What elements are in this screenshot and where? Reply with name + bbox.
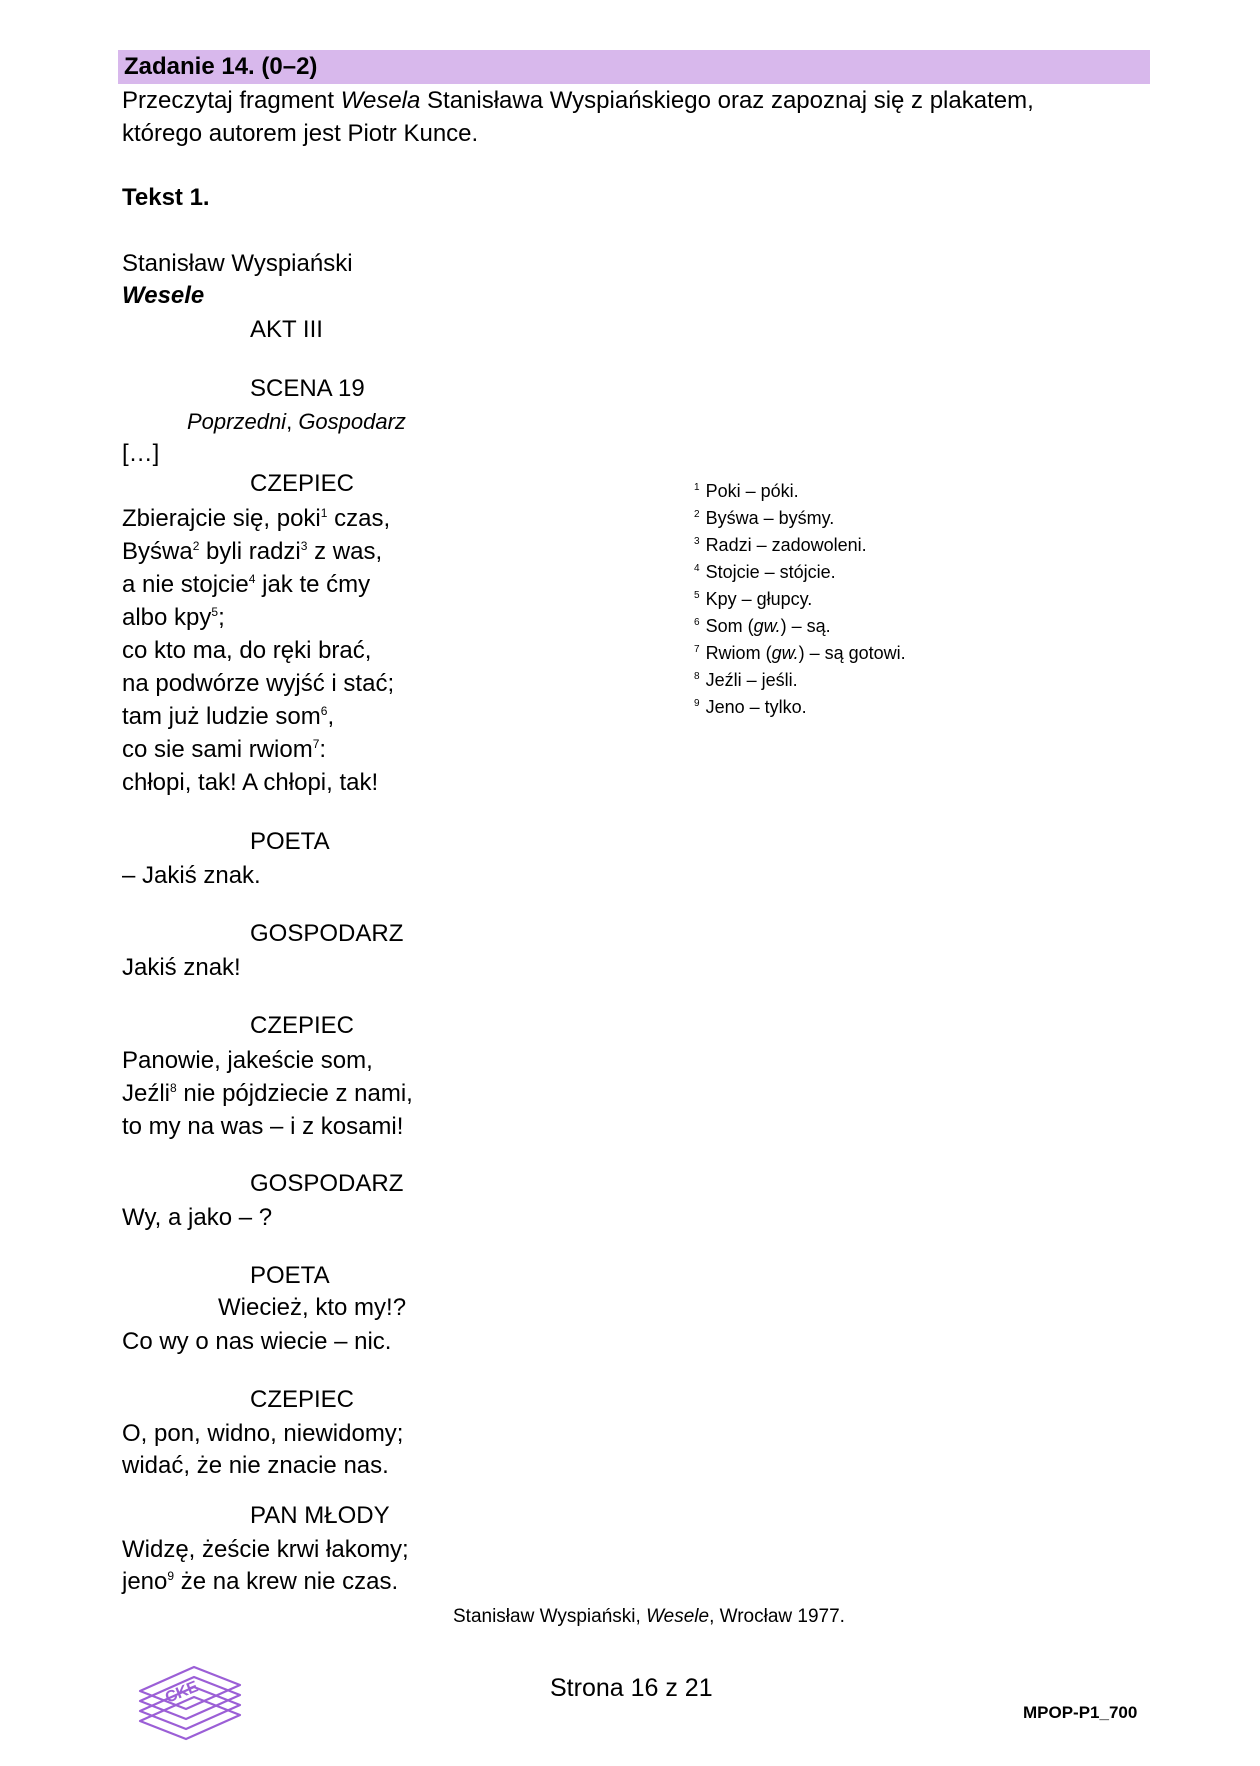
source-citation: Stanisław Wyspiański, Wesele, Wrocław 1977. [453,1606,845,1627]
verse-line: co kto ma, do ręki brać, [122,637,372,664]
speaker-gospodarz: GOSPODARZ [250,1170,404,1197]
speaker-czepiec: CZEPIEC [250,1386,355,1413]
verse-line: na podwórze wyjść i stać; [122,670,395,697]
verse-line: jeno$^9$ że na krew nie czas. [122,1568,399,1595]
logo-text: CKE [162,1678,201,1707]
verse-line: Jakiś znak! [122,954,241,981]
ellipsis: […] [122,440,160,467]
verse-line: Wiecież, kto my!? [218,1294,407,1321]
footnote: $^5$ Kpy – głupcy. [694,589,813,609]
text-label: Tekst 1. [122,184,210,211]
verse-line: chłopi, tak! A chłopi, tak! [122,769,379,796]
exam-code: MPOP-P1_700 [1023,1703,1138,1722]
speaker-pan-mlody: PAN MŁODY [250,1502,390,1529]
verse-line: – Jakiś znak. [122,862,261,889]
verse-line: Widzę, żeście krwi łakomy; [122,1536,409,1563]
scene-heading: SCENA 19 [250,375,365,402]
author-name: Stanisław Wyspiański [122,250,353,277]
verse-line: co sie sami rwiom$^7$: [122,736,327,763]
speaker-czepiec: CZEPIEC [250,470,355,497]
verse-line: Co wy o nas wiecie – nic. [122,1328,392,1355]
intro-line-2: którego autorem jest Piotr Kunce. [122,120,479,147]
footnote: $^3$ Radzi – zadowoleni. [694,535,867,555]
footnote: $^1$ Poki – póki. [694,481,799,501]
verse-line: Byśwa$^2$ byli radzi$^3$ z was, [122,538,383,565]
footnote: $^8$ Jeźli – jeśli. [694,670,798,690]
cke-logo-icon [132,1663,248,1745]
task-intro [122,84,1122,150]
speaker-poeta: POETA [250,1262,330,1289]
verse-line: to my na was – i z kosami! [122,1113,404,1140]
verse-block [122,502,394,799]
stage-direction: Poprzedni, Gospodarz [187,409,406,434]
intro-italic-title: Wesela [340,87,421,114]
verse-line: albo kpy$^5$; [122,604,225,631]
intro-text: Przeczytaj fragment [122,87,341,114]
speaker-gospodarz: GOSPODARZ [250,920,404,947]
verse-line: Zbierajcie się, poki$^1$ czas, [122,505,391,532]
verse-line: a nie stojcie$^4$ jak te ćmy [122,571,371,598]
footnote: $^2$ Byśwa – byśmy. [694,508,835,528]
footnote: $^6$ Som (gw.) – są. [694,616,831,636]
footnote: $^4$ Stojcie – stójcie. [694,562,836,582]
act-heading: AKT III [250,316,323,343]
speaker-poeta: POETA [250,828,330,855]
footnotes [694,478,906,721]
speaker-czepiec: CZEPIEC [250,1012,355,1039]
verse-line: tam już ludzie som$^6$, [122,703,335,730]
verse-line: widać, że nie znacie nas. [122,1452,389,1479]
footnote: $^9$ Jeno – tylko. [694,697,807,717]
verse-line: Panowie, jakeście som, [122,1047,373,1074]
intro-text-suffix: Stanisława Wyspiańskiego oraz zapoznaj się z plakatem, [420,87,1034,114]
page-number: Strona 16 z 21 [550,1674,713,1702]
verse-line: Wy, a jako – ? [122,1204,273,1231]
verse-line: Jeźli$^8$ nie pójdziecie z nami, [122,1080,413,1107]
task-title: Zadanie 14. (0–2) [124,53,318,80]
verse-block [122,1044,413,1143]
footnote: $^7$ Rwiom (gw.) – są gotowi. [694,643,906,663]
work-title: Wesele [122,282,205,309]
verse-line: O, pon, widno, niewidomy; [122,1420,404,1447]
